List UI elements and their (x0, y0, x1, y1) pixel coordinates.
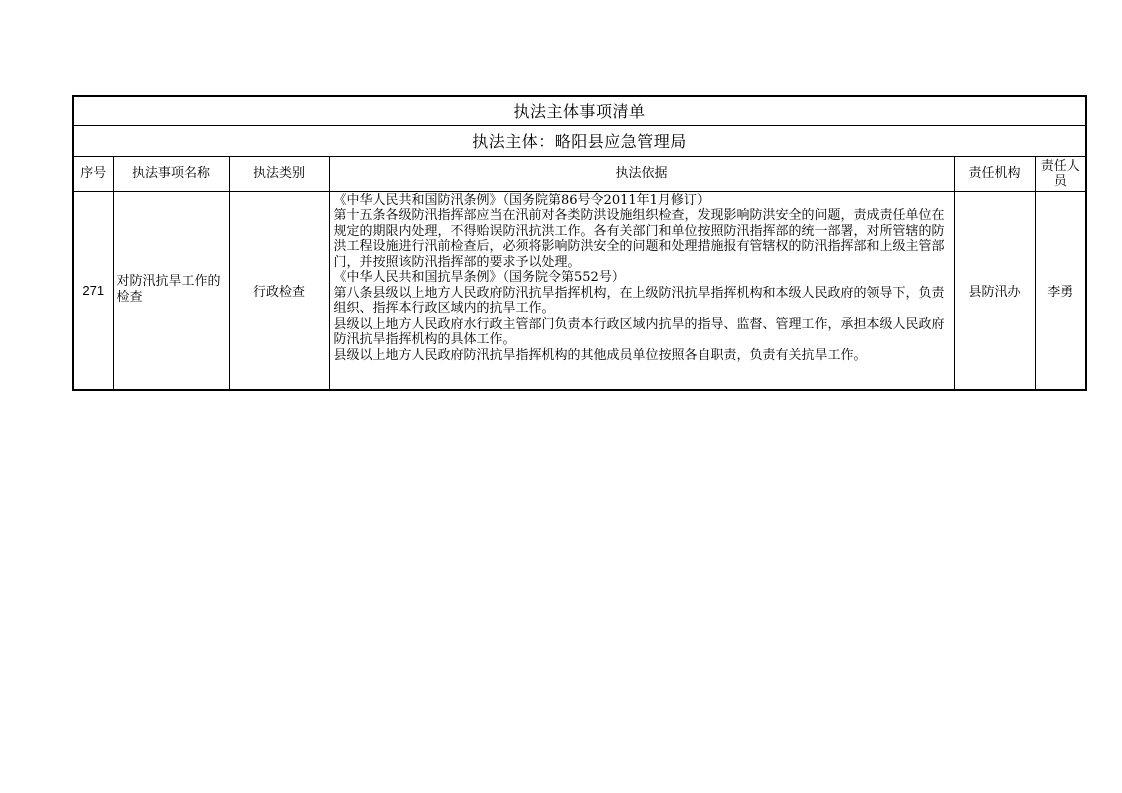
header-basis: 执法依据 (329, 156, 954, 191)
header-category: 执法类别 (229, 156, 329, 191)
row-org: 县防汛办 (954, 191, 1035, 390)
header-item-name: 执法事项名称 (113, 156, 229, 191)
row-seq: 271 (73, 191, 113, 390)
row-category: 行政检查 (229, 191, 329, 390)
enforcement-subject: 执法主体：略阳县应急管理局 (73, 125, 1086, 156)
enforcement-items-table (72, 95, 1087, 391)
row-item-name: 对防汛抗旱工作的检查 (113, 191, 229, 390)
table-row (73, 191, 1086, 390)
row-person: 李勇 (1035, 191, 1086, 390)
header-seq: 序号 (73, 156, 113, 191)
header-org: 责任机构 (954, 156, 1035, 191)
document-title: 执法主体事项清单 (73, 96, 1086, 125)
basis-paragraph: 第十五条各级防汛指挥部应当在汛前对各类防洪设施组织检查，发现影响防洪安全的问题，责成责任单位在规定的期限内处理，不得贻误防汛抗洪工作。各有关部门和单位按照防汛指挥部的统一部署，对所管辖的防洪工程设施进行汛前检查后，必须将影响防洪安全的问题和处理措施报有管辖权的防汛指挥部和上级主管部门，并按照该防汛指挥部的要求予以处理。 (333, 208, 945, 270)
basis-paragraph: 县级以上地方人民政府水行政主管部门负责本行政区域内抗旱的指导、监督、管理工作，承担本级人民政府防汛抗旱指挥机构的具体工作。 (333, 316, 945, 347)
basis-paragraph: 《中华人民共和国防汛条例》（国务院第86号令2011年1月修订） (333, 192, 710, 208)
basis-paragraph: 县级以上地方人民政府防汛抗旱指挥机构的其他成员单位按照各自职责，负责有关抗旱工作。 (333, 347, 867, 363)
header-row (73, 156, 1086, 191)
row-basis (329, 191, 954, 390)
basis-paragraph: 第八条县级以上地方人民政府防汛抗旱指挥机构，在上级防汛抗旱指挥机构和本级人民政府的领导下，负责组织、指挥本行政区域内的抗旱工作。 (333, 285, 945, 316)
basis-paragraph: 《中华人民共和国抗旱条例》（国务院令第552号） (333, 270, 625, 285)
header-person: 责任人员 (1035, 156, 1086, 191)
